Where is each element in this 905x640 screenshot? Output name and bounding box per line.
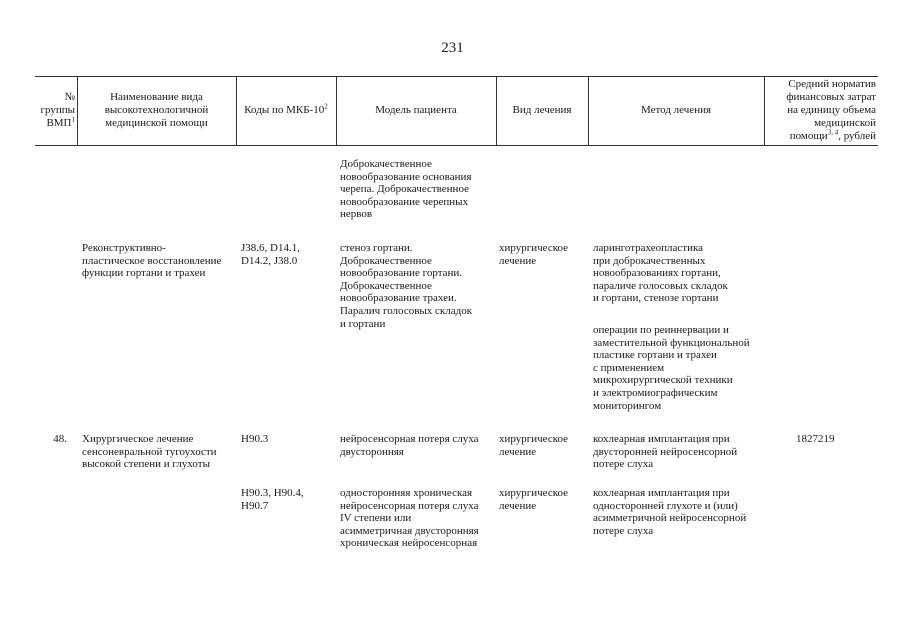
icd-codes-cell: H90.3 bbox=[241, 433, 269, 445]
treatment-method-cell: ларинготрахеопластика при доброкачественных новообразованиях гортани, параличе голосовых складок и гортани, стенозе гортани bbox=[593, 242, 728, 305]
header-treatment-type: Вид лечения bbox=[512, 104, 572, 116]
care-type-name-cell: Хирургическое лечение сенсоневральной тугоухости высокой степени и глухоты bbox=[82, 433, 217, 471]
patient-model-cell: Доброкачественное новообразование основания черепа. Доброкачественное новообразование черепных нервов bbox=[340, 158, 472, 221]
header-care-type-name: Наименование вида высокотехнологичной медицинской помощи bbox=[104, 91, 209, 129]
header-patient-model: Модель пациента bbox=[375, 104, 457, 116]
treatment-method-cell: кохлеарная имплантация при односторонней глухоте и (или) асимметричной нейросенсорной потере слуха bbox=[593, 487, 747, 537]
table-header-bottom-rule bbox=[35, 145, 878, 146]
header-icd-codes: Коды по МКБ-$10^2$ bbox=[244, 102, 328, 116]
header-group-number: № группы ВМП$^1$ bbox=[40, 91, 75, 129]
patient-model-cell: стеноз гортани. Доброкачественное новообразование гортани. Доброкачественное новообразование трахеи. Паралич голосовых складок и гортани bbox=[340, 242, 473, 330]
treatment-type-cell: хирургическое лечение bbox=[499, 433, 569, 458]
icd-codes-cell: H90.3, H90.4, H90.7 bbox=[241, 487, 304, 512]
average-cost-cell: 1827219 bbox=[796, 433, 835, 445]
icd-codes-cell: J38.6, D14.1, D14.2, J38.0 bbox=[241, 242, 300, 267]
treatment-type-cell: хирургическое лечение bbox=[499, 487, 569, 512]
care-type-name-cell: Реконструктивно- пластическое восстановление функции гортани и трахеи bbox=[82, 242, 222, 280]
group-number-cell: 48. bbox=[53, 433, 67, 445]
treatment-method-cell: операции по реиннервации и заместительной функциональной пластике гортани и трахеи с применением микрохирургической техники и электромиографическим мониторингом bbox=[593, 324, 750, 412]
patient-model-cell: односторонняя хроническая нейросенсорная потеря слуха IV степени или асимметричная двусторонняя хроническая нейросенсорная bbox=[340, 487, 479, 550]
treatment-type-cell: хирургическое лечение bbox=[499, 242, 569, 267]
patient-model-cell: нейросенсорная потеря слуха двусторонняя bbox=[340, 433, 479, 458]
header-treatment-method: Метод лечения bbox=[640, 104, 712, 116]
page-number: 231 bbox=[441, 40, 464, 56]
treatment-method-cell: кохлеарная имплантация при двусторонней нейросенсорной потере слуха bbox=[593, 433, 738, 471]
header-average-cost: Средний норматив финансовых затрат на единицу объема медицинской помощи$^{3, 4}$, рублей bbox=[786, 78, 876, 142]
